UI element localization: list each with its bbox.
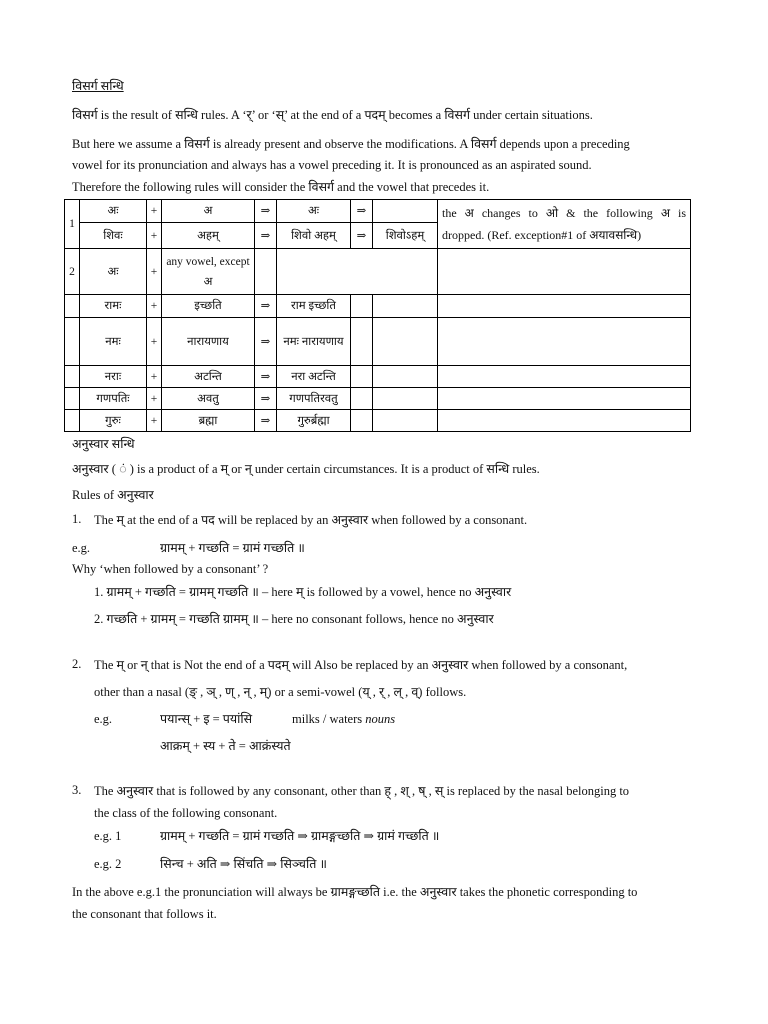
table-row (65, 295, 691, 318)
table-cell (438, 318, 691, 366)
table-cell: ⇒ (351, 223, 373, 249)
table-cell: नमः नारायणाय (277, 318, 351, 366)
table-cell (373, 366, 438, 388)
table-cell (65, 366, 80, 388)
table-cell: अटन्ति (162, 366, 255, 388)
rule-1-eg-label: e.g. (72, 541, 91, 555)
rule-number: 2 (65, 249, 80, 295)
rule-3-eg-2-label: e.g. 2 (94, 857, 122, 871)
table-cell: अः (277, 200, 351, 223)
table-cell (373, 200, 438, 223)
table-row (65, 200, 691, 223)
table-row (65, 366, 691, 388)
table-cell: ⇒ (255, 295, 277, 318)
rule-3-example-2: सिन्च + अति ⇒ सिंचति ⇒ सिञ्चति ॥ (160, 857, 327, 871)
table-cell (65, 410, 80, 432)
table-cell (351, 410, 373, 432)
table-cell: अहम् (162, 223, 255, 249)
table-cell: + (147, 388, 162, 410)
rule-2-example-2: आक्रम् + स्य + ते = आक्रंस्यते (160, 739, 291, 753)
table-cell: शिवो अहम् (277, 223, 351, 249)
table-row (65, 318, 691, 366)
table-cell: + (147, 410, 162, 432)
table-cell (351, 295, 373, 318)
table-cell (373, 410, 438, 432)
table-cell: गुरुर्ब्रह्मा (277, 410, 351, 432)
table-cell: ⇒ (255, 200, 277, 223)
table-cell (373, 295, 438, 318)
table-cell: नरा अटन्ति (277, 366, 351, 388)
table-cell: गणपतिरवतु (277, 388, 351, 410)
table-cell (438, 249, 691, 295)
rule-3-line-1: The अनुस्वार that is followed by any consonant, other than ह् , श् , ष् , स् is replaced by the nasal belonging to (94, 784, 630, 798)
rule-1-why-1: 1. ग्रामम् + गच्छति = ग्रामम् गच्छति ॥ – here म् is followed by a vowel, hence no अनुस्वार (94, 585, 512, 599)
rule-1-why: Why ‘when followed by a consonant’ ? (72, 562, 269, 576)
table-cell (255, 249, 277, 295)
rule-1-number: 1. (72, 512, 82, 526)
table-cell: ⇒ (255, 388, 277, 410)
rule-2-example-1-gloss-italic: nouns (365, 712, 396, 726)
table-cell (373, 388, 438, 410)
rule-2-example-1: पयान्स् + इ = पयांसि (160, 712, 253, 726)
visarga-para-line-1: But here we assume a विसर्ग is already present and observe the modifications. A विसर्ग depends upon a preceding (72, 137, 630, 151)
rule-1-why-2: 2. गच्छति + ग्रामम् = गच्छति ग्रामम् ॥ – here no consonant follows, hence no अनुस्वार (94, 612, 494, 626)
table-cell: इच्छति (162, 295, 255, 318)
table-cell (438, 410, 691, 432)
rule-2-line-2: other than a nasal (ङ् , ञ् , ण् , न् , म्) or a semi-vowel (य् , र् , ल् , व्) follows. (94, 685, 467, 699)
table-cell: नमः (80, 318, 147, 366)
table-cell: नारायणाय (162, 318, 255, 366)
table-cell: ⇒ (255, 223, 277, 249)
visarga-table (64, 199, 691, 432)
rule-2-eg-label: e.g. (94, 712, 113, 726)
table-cell: शिवः (80, 223, 147, 249)
table-cell: any vowel, except अ (162, 249, 255, 295)
rule-1-text: The म् at the end of a पद will be replaced by an अनुस्वार when followed by a consonant. (94, 513, 528, 527)
table-row (65, 249, 691, 295)
table-cell (351, 318, 373, 366)
table-cell (351, 388, 373, 410)
table-cell (438, 295, 691, 318)
rule-3-number: 3. (72, 783, 82, 797)
table-cell: + (147, 249, 162, 295)
rule-2-number: 2. (72, 657, 82, 671)
table-cell (65, 388, 80, 410)
rule-3-line-2: the class of the following consonant. (94, 806, 278, 820)
table-cell: + (147, 295, 162, 318)
table-cell: + (147, 366, 162, 388)
table-cell: रामः (80, 295, 147, 318)
rule-note: the अ changes to ओ & the following अ is dropped. (Ref. exception#1 of अयावसन्धि) (438, 200, 691, 249)
table-cell: + (147, 223, 162, 249)
table-cell: ⇒ (351, 200, 373, 223)
table-cell: नराः (80, 366, 147, 388)
table-cell: राम इच्छति (277, 295, 351, 318)
table-cell: अ (162, 200, 255, 223)
table-row (65, 410, 691, 432)
table-cell: अः (80, 200, 147, 223)
visarga-heading: विसर्ग सन्धि (72, 79, 124, 93)
visarga-intro: विसर्ग is the result of सन्धि rules. A ‘र्’ or ‘स्’ at the end of a पदम् becomes a विसर्ग under certain situations. (72, 108, 593, 122)
rule-2-example-1-gloss: milks / waters nouns (292, 712, 396, 726)
rule-3-example-1: ग्रामम् + गच्छति = ग्रामं गच्छति ⇒ ग्रामङ्गच्छति ⇒ ग्रामं गच्छति ॥ (160, 829, 440, 843)
rule-2-line-1: The म् or न् that is Not the end of a पदम् will Also be replaced by an अनुस्वार when followed by a consonant, (94, 658, 628, 672)
table-cell: गुरुः (80, 410, 147, 432)
anusvara-intro: अनुस्वार ( ं ) is a product of a म् or न् under certain circumstances. It is a product of सन्धि rules. (72, 462, 540, 476)
table-cell (65, 295, 80, 318)
table-row (65, 388, 691, 410)
closing-line-2: the consonant that follows it. (72, 907, 217, 921)
table-cell: शिवोऽहम् (373, 223, 438, 249)
table-cell (65, 318, 80, 366)
table-cell: अवतु (162, 388, 255, 410)
table-cell (373, 318, 438, 366)
table-cell: ⇒ (255, 410, 277, 432)
rule-number: 1 (65, 200, 80, 249)
table-cell: गणपतिः (80, 388, 147, 410)
anusvara-heading: अनुस्वार सन्धि (72, 437, 135, 451)
table-cell: + (147, 318, 162, 366)
table-cell: + (147, 200, 162, 223)
table-cell: अः (80, 249, 147, 295)
table-cell: ⇒ (255, 318, 277, 366)
table-cell (277, 249, 438, 295)
table-cell: ⇒ (255, 366, 277, 388)
rules-title: Rules of अनुस्वार (72, 488, 154, 502)
closing-line-1: In the above e.g.1 the pronunciation will always be ग्रामङ्गच्छति i.e. the अनुस्वार takes the phonetic corresponding to (72, 885, 638, 899)
table-cell (351, 366, 373, 388)
visarga-para-line-2: vowel for its pronunciation and always has a vowel preceding it. It is pronounced as an aspirated sound. (72, 158, 592, 172)
visarga-para-line-3: Therefore the following rules will consider the विसर्ग and the vowel that precedes it. (72, 180, 490, 194)
table-cell (438, 366, 691, 388)
table-cell: ब्रह्मा (162, 410, 255, 432)
table-cell (438, 388, 691, 410)
rule-1-example: ग्रामम् + गच्छति = ग्रामं गच्छति ॥ (160, 541, 305, 555)
rule-3-eg-1-label: e.g. 1 (94, 829, 122, 843)
